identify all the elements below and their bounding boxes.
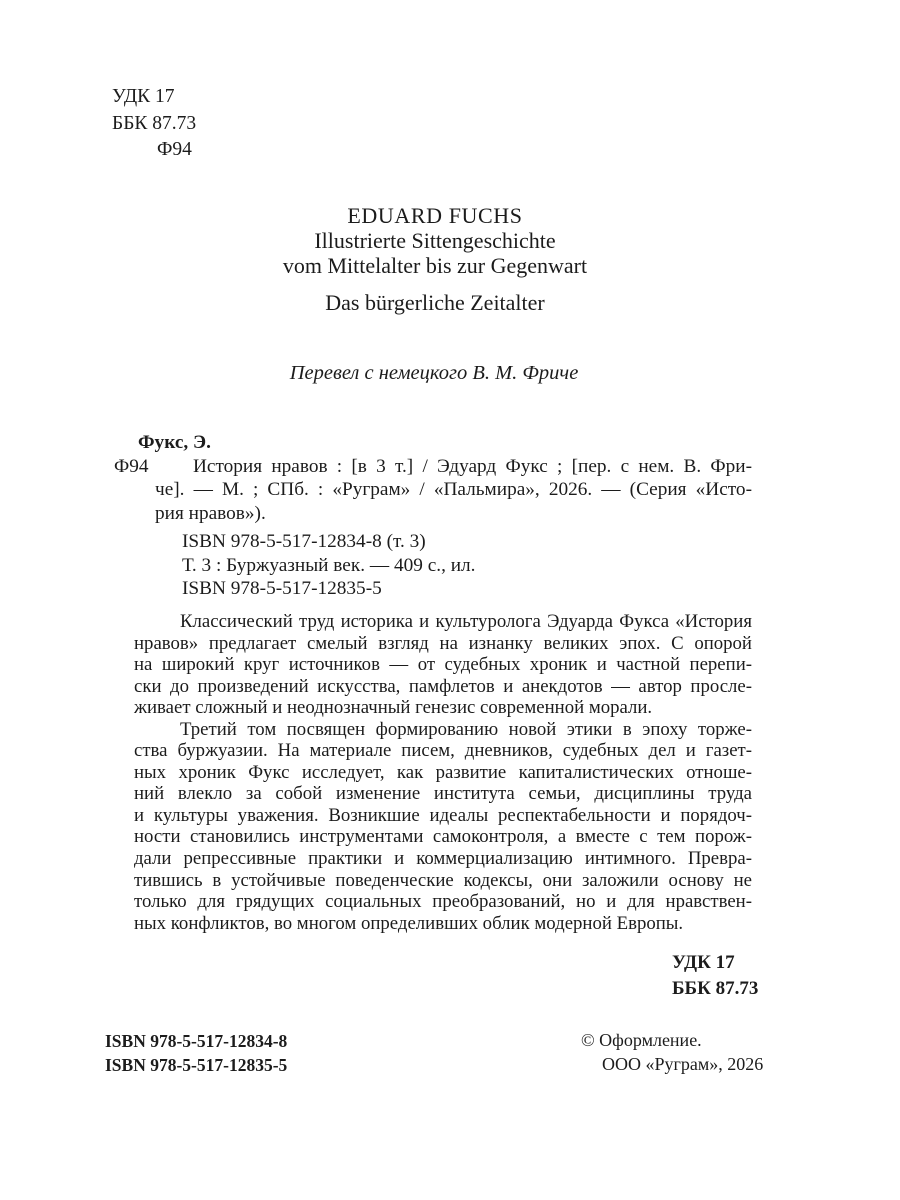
annotation-line: Классический труд историка и культуролога Эдуарда Фукса «История [180, 611, 752, 632]
author-sign: Ф94 [157, 139, 192, 160]
footer-isbn-2: ISBN 978-5-517-12835-5 [105, 1055, 288, 1075]
annotation-line: на широкий круг источников — от судебных хроник и частной перепи- [134, 654, 752, 676]
footer-isbn-block [105, 1029, 287, 1077]
annotation-line: ных конфликтов, во многом определивших облик модерной Европы. [134, 912, 684, 934]
card-desc-line: История нравов : [в 3 т.] / Эдуард Фукс ; [пер. с нем. В. Фри- [193, 455, 752, 477]
original-edition-block [0, 203, 870, 315]
translator-note: Перевел с немецкого В. М. Фриче [289, 362, 579, 384]
annotation-line: живает сложный и неоднозначный генезис современной морали. [134, 697, 653, 719]
original-author: EDUARD FUCHS [347, 203, 523, 228]
card-desc-line: че]. — М. ; СПб. : «Руграм» / «Пальмира», 2026. — (Серия «Исто- [155, 479, 752, 501]
classification-bottom [672, 950, 758, 1002]
bbk-code: ББК 87.73 [112, 112, 197, 134]
annotation-line: ности становились инструментами самоконтроля, а вместе с тем порож- [134, 826, 752, 848]
isbn-edition: ISBN 978-5-517-12835-5 [182, 577, 382, 599]
original-title-line1: Illustrierte Sittengeschichte [314, 228, 556, 253]
original-subtitle: Das bürgerliche Zeitalter [325, 290, 545, 315]
original-title-line2: vom Mittelalter bis zur Gegenwart [282, 253, 588, 278]
card-isbn-block [182, 530, 752, 600]
footer-copyright-block [581, 1028, 763, 1076]
annotation-line: и культуры уважения. Возникшие идеалы респектабельности и порядоч- [134, 804, 752, 826]
card-author-sign: Ф94 [114, 455, 149, 477]
copyright-line-1: © Оформление. [581, 1030, 702, 1050]
annotation-line: нравов» предлагает смелый взгляд на изнанку великих эпох. С опорой [134, 632, 752, 654]
classification-top [112, 84, 196, 164]
catalog-card [114, 431, 752, 600]
udk-code: УДК 17 [112, 86, 175, 107]
annotation-line: тившись в устойчивые поведенческие кодексы, они заложили основу не [134, 869, 752, 891]
card-author-heading: Фукс, Э. [138, 432, 211, 453]
annotation-line: ний влекло за собой изменение института семьи, дисциплины труда [134, 783, 752, 805]
annotation-line: ных хроник Фукс исследует, как развитие капиталистических отноше- [134, 761, 752, 783]
annotation-line: ства буржуазии. На материале писем, дневников, судебных дел и газет- [134, 740, 752, 762]
card-desc-line: рия нравов»). [155, 502, 266, 524]
annotation-paragraph-2 [134, 719, 752, 934]
copyright-line-2: ООО «Руграм», 2026 [602, 1054, 764, 1074]
isbn-volume: ISBN 978-5-517-12834-8 (т. 3) [182, 531, 426, 553]
card-description [114, 455, 752, 526]
annotation-line: дали репрессивные практики и коммерциализацию интимного. Превра- [134, 848, 752, 870]
bbk-code-bottom: ББК 87.73 [672, 978, 759, 999]
udk-code-bottom: УДК 17 [672, 952, 735, 973]
annotation-line: Третий том посвящен формированию новой этики в эпоху торже- [180, 718, 752, 740]
annotation-paragraph-1 [134, 611, 752, 719]
footer-isbn-1: ISBN 978-5-517-12834-8 [105, 1031, 288, 1051]
annotation-line: только для грядущих социальных преобразований, но и для нравствен- [134, 891, 752, 913]
annotation [134, 611, 752, 934]
annotation-line: ски до произведений искусства, памфлетов и анекдотов — автор просле- [134, 675, 752, 697]
volume-info: Т. 3 : Буржуазный век. — 409 с., ил. [182, 554, 476, 576]
